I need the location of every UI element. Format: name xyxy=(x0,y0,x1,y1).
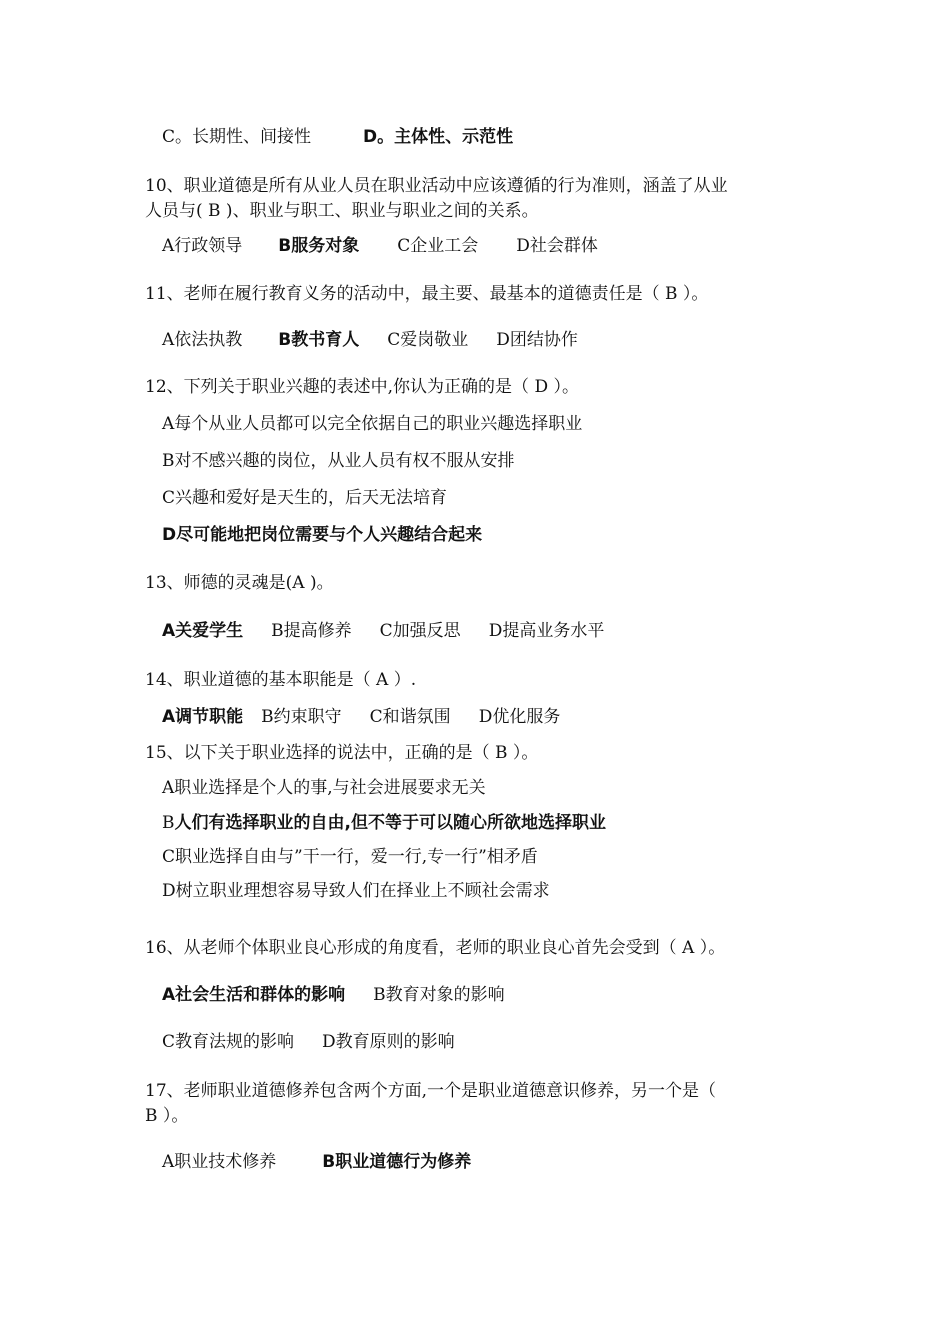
q9-option-c: C。长期性、间接性 xyxy=(162,127,312,147)
q13-option-d: D提高业务水平 xyxy=(488,621,605,641)
q10-options xyxy=(162,235,598,257)
q16-stem: 16、从老师个体职业良心形成的角度看，老师的职业良心首先会受到（ A ）。 xyxy=(145,938,726,958)
q17-stem-line2: B ）。 xyxy=(145,1106,189,1126)
q11-options xyxy=(162,329,578,351)
q16-option-b: B教育对象的影响 xyxy=(373,985,505,1005)
q10-option-a: A行政领导 xyxy=(162,236,243,256)
q12-option-d-answer: D尽可能地把岗位需要与个人兴趣结合起来 xyxy=(162,525,483,545)
q11-option-d: D团结协作 xyxy=(496,330,578,350)
q15-option-b-letter: B xyxy=(162,813,175,833)
q14-option-b: B约束职守 xyxy=(261,707,342,727)
q13-option-a-answer: A关爱学生 xyxy=(162,621,244,641)
q15-stem: 15、以下关于职业选择的说法中，正确的是（ B ）。 xyxy=(145,743,539,763)
q14-stem: 14、职业道德的基本职能是（ A ）. xyxy=(145,670,417,690)
q13-option-b: B提高修养 xyxy=(271,621,352,641)
q10-stem-line1: 10、职业道德是所有从业人员在职业活动中应该遵循的行为准则，涵盖了从业 xyxy=(145,176,728,196)
q15-option-b xyxy=(162,812,606,834)
q13-option-c: C加强反思 xyxy=(379,621,461,641)
q16-option-d: D教育原则的影响 xyxy=(322,1032,455,1052)
q12-option-c: C兴趣和爱好是天生的，后天无法培育 xyxy=(162,488,448,508)
q17-option-b-answer: B职业道德行为修养 xyxy=(322,1152,472,1172)
q14-option-c: C和谐氛围 xyxy=(369,707,451,727)
q11-option-a: A依法执教 xyxy=(162,330,243,350)
q10-stem-line2: 人员与( B )、职业与职工、职业与职业之间的关系。 xyxy=(145,201,539,221)
q15-option-b-answer: 人们有选择职业的自由,但不等于可以随心所欲地选择职业 xyxy=(174,813,606,833)
q9-option-d-answer: D。主体性、示范性 xyxy=(363,127,514,147)
q11-option-b-answer: B教书育人 xyxy=(278,330,360,350)
q17-option-a: A职业技术修养 xyxy=(162,1152,277,1172)
q10-option-d: D社会群体 xyxy=(516,236,598,256)
q12-option-b: B对不感兴趣的岗位，从业人员有权不服从安排 xyxy=(162,451,515,471)
q12-stem: 12、下列关于职业兴趣的表述中,你认为正确的是（ D ）。 xyxy=(145,377,579,397)
q16-options-row2 xyxy=(162,1031,455,1053)
q14-option-d: D优化服务 xyxy=(478,707,561,727)
q16-option-a-answer: A社会生活和群体的影响 xyxy=(162,985,346,1005)
q9-options xyxy=(162,126,513,148)
q10-option-c: C企业工会 xyxy=(397,236,479,256)
q13-stem: 13、师德的灵魂是(A )。 xyxy=(145,573,334,593)
q15-option-c: C职业选择自由与”干一行，爱一行,专一行”相矛盾 xyxy=(162,847,538,867)
q17-options xyxy=(162,1151,471,1173)
q10-option-b-answer: B服务对象 xyxy=(278,236,360,256)
q16-option-c: C教育法规的影响 xyxy=(162,1032,295,1052)
q14-option-a-answer: A调节职能 xyxy=(162,707,244,727)
q15-option-d: D树立职业理想容易导致人们在择业上不顾社会需求 xyxy=(162,881,550,901)
q11-option-c: C爱岗敬业 xyxy=(387,330,469,350)
q16-options-row1 xyxy=(162,984,505,1006)
q14-options xyxy=(162,706,560,728)
q17-stem-line1: 17、老师职业道德修养包含两个方面,一个是职业道德意识修养，另一个是（ xyxy=(145,1081,717,1101)
q12-option-a: A每个从业人员都可以完全依据自己的职业兴趣选择职业 xyxy=(162,414,583,434)
q11-stem: 11、老师在履行教育义务的活动中，最主要、最基本的道德责任是（ B ）。 xyxy=(145,284,709,304)
q15-option-a: A职业选择是个人的事,与社会进展要求无关 xyxy=(162,778,486,798)
q13-options xyxy=(162,620,604,642)
